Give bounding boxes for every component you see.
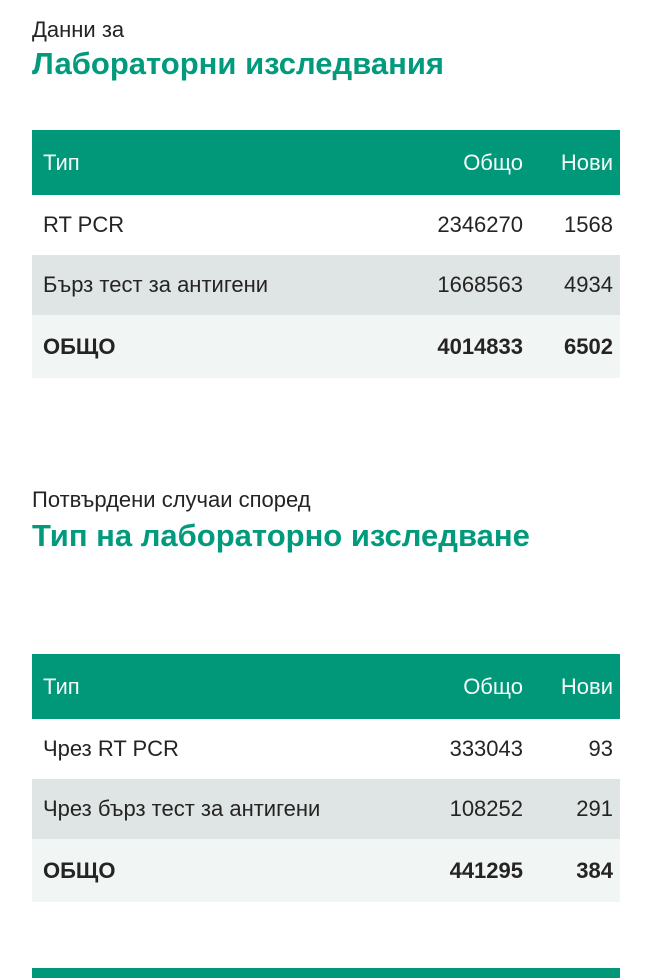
column-header-type: Тип <box>43 673 80 699</box>
total-row-label: ОБЩО <box>43 333 116 359</box>
section2-title: Тип на лабораторно изследване <box>32 518 530 553</box>
row-label: Чрез RT PCR <box>43 736 179 761</box>
row-total-value: 2346270 <box>437 212 523 237</box>
lab-tests-table <box>32 130 620 378</box>
row-total-value: 108252 <box>449 796 523 821</box>
table-row <box>32 255 620 315</box>
row-total-value: 1668563 <box>437 272 523 297</box>
table-row <box>32 195 620 255</box>
row-new-value: 4934 <box>564 272 613 297</box>
table-row <box>32 719 620 779</box>
table-total-row <box>32 315 620 378</box>
column-header-new: Нови <box>560 673 613 699</box>
row-total-value: 333043 <box>449 736 523 761</box>
total-row-total-value: 4014833 <box>437 333 523 359</box>
confirmed-cases-table-header <box>32 654 620 719</box>
row-label: RT PCR <box>43 212 125 237</box>
next-table-header-partial <box>32 968 620 978</box>
section2-subtitle: Потвърдени случаи според <box>32 487 311 512</box>
row-label: Чрез бърз тест за антигени <box>43 796 321 821</box>
column-header-total: Общо <box>463 673 523 699</box>
row-new-value: 1568 <box>564 212 613 237</box>
table-total-row <box>32 839 620 902</box>
section1-title: Лабораторни изследвания <box>32 46 444 81</box>
table-row <box>32 779 620 839</box>
row-new-value: 93 <box>588 736 613 761</box>
section1-subtitle: Данни за <box>32 17 125 42</box>
total-row-new-value: 6502 <box>564 333 613 359</box>
total-row-label: ОБЩО <box>43 857 116 883</box>
row-new-value: 291 <box>576 796 613 821</box>
total-row-total-value: 441295 <box>449 857 523 883</box>
column-header-new: Нови <box>560 149 613 175</box>
total-row-new-value: 384 <box>576 857 613 883</box>
column-header-total: Общо <box>463 149 523 175</box>
confirmed-cases-table <box>32 654 620 902</box>
column-header-type: Тип <box>43 149 80 175</box>
lab-tests-table-header <box>32 130 620 195</box>
row-label: Бърз тест за антигени <box>43 272 269 297</box>
